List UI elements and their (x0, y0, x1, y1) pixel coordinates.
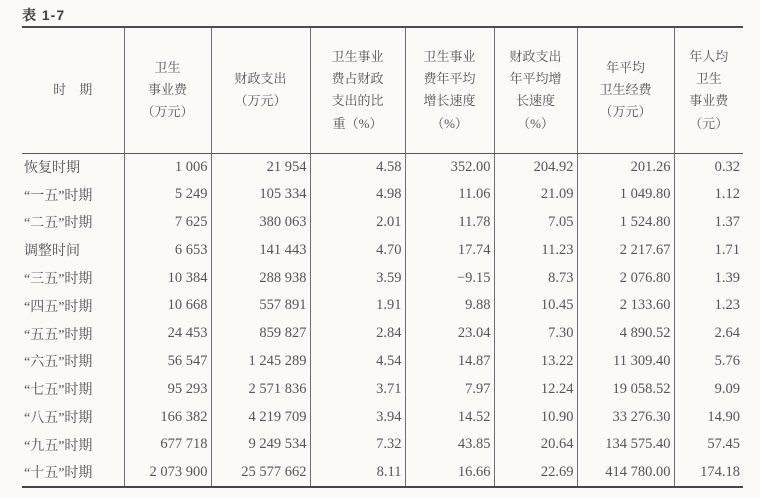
header-line: 长速度 (515, 93, 555, 109)
value-cell-health-expense: 6 653 (124, 236, 211, 264)
header-line: （元） (689, 115, 729, 131)
value-cell-fiscal-expenditure: 859 827 (211, 320, 310, 348)
header-line: 年平均 (605, 59, 645, 75)
table-row (22, 264, 743, 292)
header-line: 卫生事业 (331, 48, 384, 64)
value-cell-health-growth: 11.78 (405, 209, 494, 237)
column-header-health-share (310, 27, 405, 153)
value-cell-per-capita: 0.32 (674, 153, 743, 181)
value-cell-per-capita: 5.76 (674, 348, 743, 376)
value-cell-health-growth: 352.00 (405, 153, 494, 181)
value-cell-avg-annual-funds: 134 575.40 (577, 431, 674, 459)
value-cell-fiscal-growth: 7.30 (494, 320, 577, 348)
value-cell-health-expense: 10 668 (124, 292, 211, 320)
value-cell-fiscal-growth: 22.69 (494, 459, 577, 487)
value-cell-avg-annual-funds: 1 049.80 (577, 181, 674, 209)
column-header-fiscal-growth (494, 27, 577, 153)
value-cell-per-capita: 1.71 (674, 236, 743, 264)
value-cell-avg-annual-funds: 11 309.40 (577, 348, 674, 376)
value-cell-avg-annual-funds: 2 076.80 (577, 264, 674, 292)
value-cell-health-share: 2.84 (310, 320, 405, 348)
value-cell-health-growth: −9.15 (405, 264, 494, 292)
table-header (22, 27, 743, 153)
value-cell-health-expense: 56 547 (124, 348, 211, 376)
value-cell-health-share: 7.32 (310, 431, 405, 459)
value-cell-health-growth: 7.97 (405, 375, 494, 403)
value-cell-health-expense: 677 718 (124, 431, 211, 459)
header-row (22, 27, 743, 153)
period-cell: “三五”时期 (24, 272, 93, 288)
value-cell-fiscal-growth: 21.09 (494, 181, 577, 209)
table-row (22, 292, 743, 320)
value-cell-health-growth: 9.88 (405, 292, 494, 320)
value-cell-fiscal-growth: 204.92 (494, 153, 577, 181)
value-cell-fiscal-expenditure: 557 891 (211, 292, 310, 320)
value-cell-avg-annual-funds: 2 133.60 (577, 292, 674, 320)
period-cell: “四五”时期 (24, 299, 93, 315)
value-cell-health-expense: 7 625 (124, 209, 211, 237)
value-cell-fiscal-growth: 20.64 (494, 431, 577, 459)
value-cell-health-growth: 14.87 (405, 348, 494, 376)
value-cell-fiscal-growth: 7.05 (494, 209, 577, 237)
value-cell-per-capita: 9.09 (674, 375, 743, 403)
table-row (22, 348, 743, 376)
header-line: （万元） (234, 93, 287, 109)
period-cell: “二五”时期 (24, 216, 93, 232)
header-line: 时 期 (53, 82, 93, 98)
value-cell-health-share: 3.71 (310, 375, 405, 403)
value-cell-fiscal-expenditure: 105 334 (211, 181, 310, 209)
value-cell-health-expense: 5 249 (124, 181, 211, 209)
statistics-table (22, 26, 743, 488)
header-line: （%） (431, 115, 468, 131)
table-row (22, 236, 743, 264)
value-cell-fiscal-expenditure: 4 219 709 (211, 403, 310, 431)
header-line: 卫生经费 (599, 82, 652, 98)
table-row (22, 375, 743, 403)
period-cell: “九五”时期 (24, 438, 93, 454)
value-cell-fiscal-growth: 12.24 (494, 375, 577, 403)
header-line: 卫生事业 (423, 48, 476, 64)
value-cell-fiscal-growth: 13.22 (494, 348, 577, 376)
value-cell-health-growth: 43.85 (405, 431, 494, 459)
value-cell-per-capita: 1.23 (674, 292, 743, 320)
value-cell-health-expense: 10 384 (124, 264, 211, 292)
table-row (22, 320, 743, 348)
value-cell-health-share: 4.54 (310, 348, 405, 376)
table-row (22, 459, 743, 487)
value-cell-health-expense: 95 293 (124, 375, 211, 403)
value-cell-health-share: 3.94 (310, 403, 405, 431)
value-cell-fiscal-expenditure: 141 443 (211, 236, 310, 264)
column-header-period (22, 27, 124, 153)
value-cell-per-capita: 14.90 (674, 403, 743, 431)
header-line: 重（%） (332, 115, 383, 131)
value-cell-fiscal-growth: 11.23 (494, 236, 577, 264)
header-line: 年平均增 (509, 70, 562, 86)
value-cell-health-growth: 11.06 (405, 181, 494, 209)
header-line: 卫生 (154, 59, 181, 75)
value-cell-health-growth: 16.66 (405, 459, 494, 487)
header-line: 费年平均 (423, 70, 476, 86)
period-cell: “十五”时期 (24, 466, 93, 482)
header-line: 财政支出 (509, 48, 562, 64)
value-cell-fiscal-growth: 10.45 (494, 292, 577, 320)
value-cell-fiscal-expenditure: 288 938 (211, 264, 310, 292)
value-cell-health-share: 4.70 (310, 236, 405, 264)
period-cell: 恢复时期 (24, 161, 80, 177)
value-cell-fiscal-expenditure: 25 577 662 (211, 459, 310, 487)
value-cell-fiscal-growth: 10.90 (494, 403, 577, 431)
table-row (22, 209, 743, 237)
value-cell-health-share: 3.59 (310, 264, 405, 292)
column-header-avg-annual-funds (577, 27, 674, 153)
column-header-fiscal-expenditure (211, 27, 310, 153)
value-cell-fiscal-growth: 8.73 (494, 264, 577, 292)
value-cell-health-share: 1.91 (310, 292, 405, 320)
column-header-health-expense (124, 27, 211, 153)
value-cell-health-growth: 17.74 (405, 236, 494, 264)
value-cell-avg-annual-funds: 1 524.80 (577, 209, 674, 237)
header-line: 事业费 (147, 82, 187, 98)
value-cell-per-capita: 174.18 (674, 459, 743, 487)
value-cell-per-capita: 57.45 (674, 431, 743, 459)
value-cell-fiscal-expenditure: 21 954 (211, 153, 310, 181)
value-cell-health-expense: 1 006 (124, 153, 211, 181)
table-row (22, 431, 743, 459)
table-row (22, 153, 743, 181)
period-cell: “七五”时期 (24, 383, 93, 399)
header-line: （%） (517, 115, 554, 131)
value-cell-health-share: 2.01 (310, 209, 405, 237)
table-row (22, 403, 743, 431)
period-cell: 调整时间 (24, 244, 80, 260)
value-cell-health-expense: 2 073 900 (124, 459, 211, 487)
value-cell-health-expense: 166 382 (124, 403, 211, 431)
header-line: 费占财政 (331, 70, 384, 86)
value-cell-health-growth: 23.04 (405, 320, 494, 348)
value-cell-per-capita: 2.64 (674, 320, 743, 348)
column-header-health-growth (405, 27, 494, 153)
table-title: 表 1-7 (22, 7, 66, 23)
value-cell-fiscal-expenditure: 2 571 836 (211, 375, 310, 403)
period-cell: “六五”时期 (24, 355, 93, 371)
value-cell-avg-annual-funds: 4 890.52 (577, 320, 674, 348)
header-line: 支出的比 (331, 93, 384, 109)
column-header-per-capita (674, 27, 743, 153)
value-cell-health-share: 4.98 (310, 181, 405, 209)
table-body (22, 153, 743, 487)
value-cell-health-expense: 24 453 (124, 320, 211, 348)
value-cell-avg-annual-funds: 414 780.00 (577, 459, 674, 487)
value-cell-avg-annual-funds: 33 276.30 (577, 403, 674, 431)
value-cell-fiscal-expenditure: 1 245 289 (211, 348, 310, 376)
value-cell-health-share: 8.11 (310, 459, 405, 487)
period-cell: “一五”时期 (24, 188, 93, 204)
value-cell-avg-annual-funds: 201.26 (577, 153, 674, 181)
period-cell: “五五”时期 (24, 327, 93, 343)
value-cell-avg-annual-funds: 19 058.52 (577, 375, 674, 403)
value-cell-fiscal-expenditure: 380 063 (211, 209, 310, 237)
table-row (22, 181, 743, 209)
value-cell-avg-annual-funds: 2 217.67 (577, 236, 674, 264)
value-cell-fiscal-expenditure: 9 249 534 (211, 431, 310, 459)
value-cell-per-capita: 1.39 (674, 264, 743, 292)
header-line: 卫生 (695, 70, 722, 86)
header-line: （万元） (141, 104, 194, 120)
header-line: 财政支出 (234, 70, 287, 86)
header-line: 事业费 (689, 93, 729, 109)
value-cell-health-share: 4.58 (310, 153, 405, 181)
value-cell-per-capita: 1.37 (674, 209, 743, 237)
value-cell-per-capita: 1.12 (674, 181, 743, 209)
header-line: 增长速度 (423, 93, 476, 109)
header-line: （万元） (599, 104, 652, 120)
period-cell: “八五”时期 (24, 411, 93, 427)
value-cell-health-growth: 14.52 (405, 403, 494, 431)
header-line: 年人均 (689, 48, 729, 64)
